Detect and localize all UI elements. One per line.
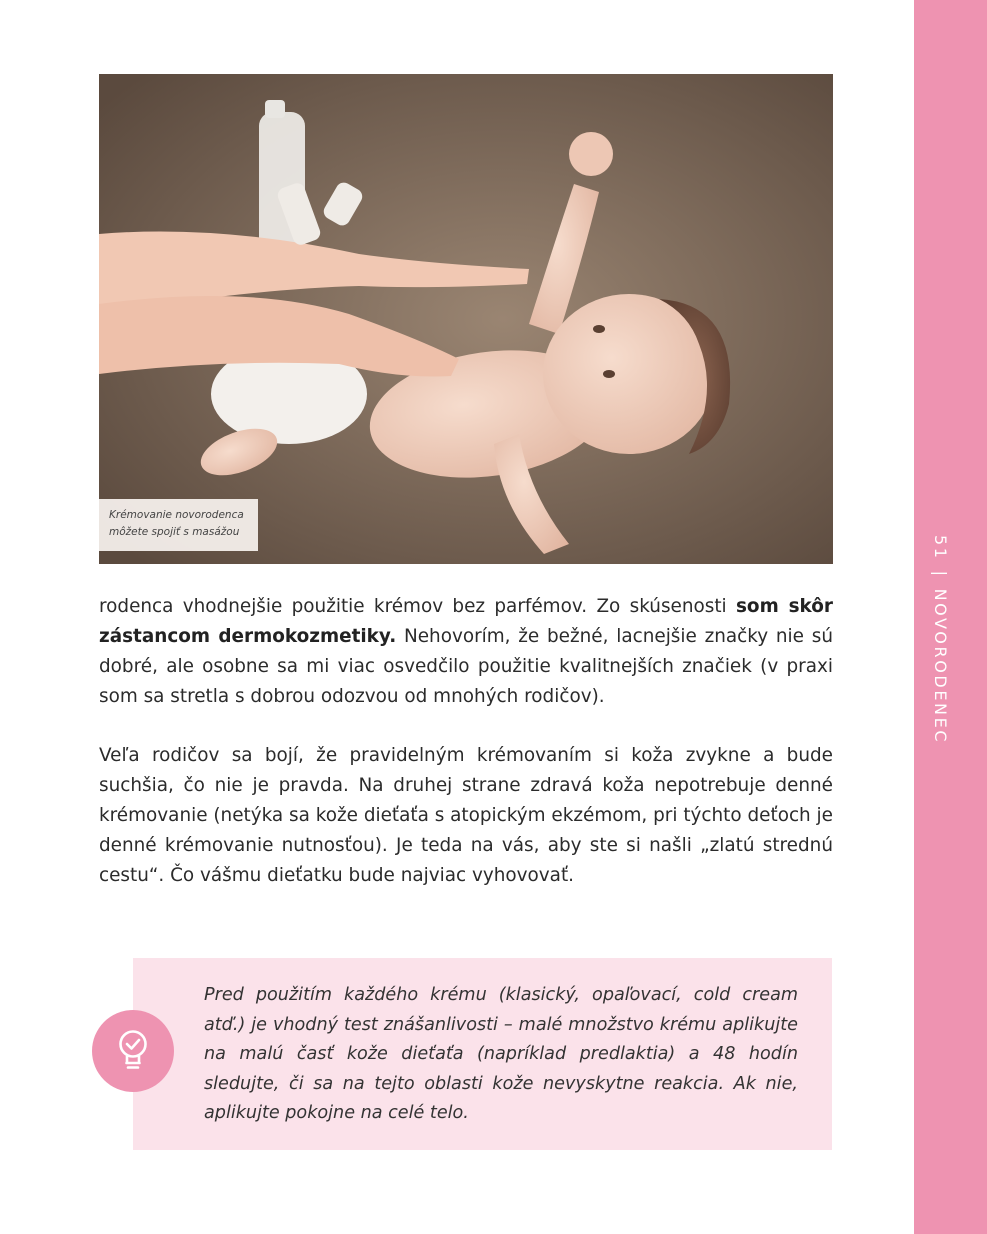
tip-text: Pred použitím každého krému (klasický, opaľovací, cold cream atď.) je vhodný test znášanlivosti – malé množstvo krému aplikujte na malú časť kože dieťaťa (napríklad predlaktia) a 48 hodín sledujte, či sa na tejto oblasti kože nevyskytne reakcia. Ak nie, aplikujte pokojne na celé telo. (204, 985, 798, 1123)
chapter-sidebar (914, 0, 987, 1234)
paragraph-2: Veľa rodičov sa bojí, že pravidelným krémovaním si koža zvykne a bude suchšia, čo nie je pravda. Na druhej strane zdravá koža nepotrebuje denné krémovanie (netýka sa kože dieťaťa s atopickým ekzémom, pri týchto deťoch je denné krémovanie nutnosťou). Je teda na vás, aby ste si našli „zlatú strednú cestu“. Čo vášmu dieťatku bude najviac vyhovovať. (99, 745, 833, 886)
photo-caption (99, 499, 258, 551)
page-separator: | (931, 570, 950, 579)
chapter-label (931, 535, 950, 744)
paragraph-1 (99, 592, 833, 712)
lightbulb-icon (92, 1010, 174, 1092)
lightbulb-glyph (117, 1029, 149, 1073)
baby-massage-photo (99, 74, 833, 564)
paragraph-1-text-a: rodenca vhodnejšie použitie krémov bez parfémov. Zo skúsenosti (99, 596, 736, 617)
paragraph-1-text-b: Nehovorím, že bežné, lacnejšie značky nie sú dobré, ale osobne sa mi viac osvedčilo použitie kvalitnejších značiek (v praxi som sa stretla s dobrou odozvou od mnohých rodičov). (99, 626, 833, 707)
caption-line-2: môžete spojiť s masážou (109, 526, 240, 538)
page-number: 51 (931, 535, 950, 561)
caption-line-1: Krémovanie novorodenca (109, 509, 244, 521)
photo-illustration (99, 74, 833, 564)
chapter-title: NOVORODENEC (931, 588, 950, 745)
paragraph-1-bold: som skôr zástancom dermokozmetiky. (99, 596, 833, 647)
